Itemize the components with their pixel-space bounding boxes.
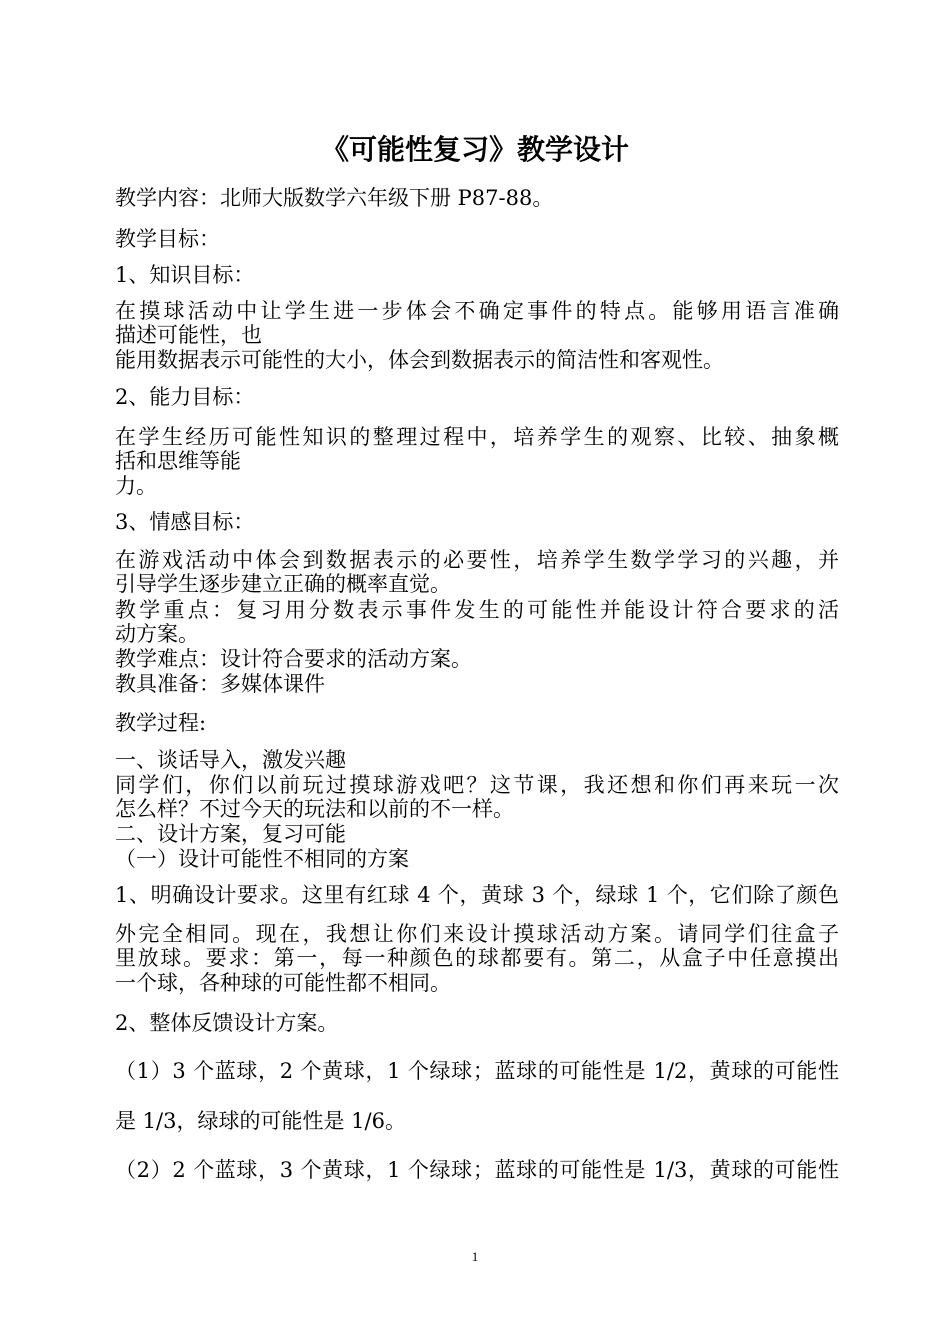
page-number: 1 — [471, 1249, 479, 1264]
materials-line: 教具准备：多媒体课件 — [115, 672, 325, 696]
paragraph-line: 动方案。 — [115, 622, 199, 646]
teaching-content: 教学内容：北师大版数学六年级下册 P87-88。 — [115, 186, 554, 210]
paragraph-line: 能用数据表示可能性的大小，体会到数据表示的简洁性和客观性。 — [115, 348, 724, 372]
paragraph-line: 引导学生逐步建立正确的概率直觉。 — [115, 572, 451, 596]
paragraph-line: 是 1/3，绿球的可能性是 1/6。 — [115, 1109, 406, 1133]
feedback-heading: 2、整体反馈设计方案。 — [115, 1011, 339, 1035]
document-title: 《可能性复习》教学设计 — [320, 133, 629, 166]
paragraph-line: 括和思维等能 — [115, 449, 241, 473]
paragraph-line: 在学生经历可能性知识的整理过程中，培养学生的观察、比较、抽象概 — [115, 425, 839, 449]
ability-goal-heading: 2、能力目标： — [115, 385, 255, 409]
paragraph-line: 怎么样？不过今天的玩法和以前的不一样。 — [115, 797, 514, 821]
paragraph-line: （2）2 个蓝球，3 个黄球，1 个绿球；蓝球的可能性是 1/3，黄球的可能性 — [115, 1158, 839, 1182]
paragraph-line: 描述可能性，也 — [115, 323, 262, 347]
teaching-goals-heading: 教学目标： — [115, 227, 220, 251]
paragraph-line: 1、明确设计要求。这里有红球 4 个，黄球 3 个，绿球 1 个，它们除了颜色 — [115, 883, 839, 907]
knowledge-goal-heading: 1、知识目标： — [115, 263, 255, 287]
paragraph-line: 一个球，各种球的可能性都不相同。 — [115, 971, 451, 995]
section-heading: 一、谈话导入，激发兴趣 — [115, 748, 346, 772]
subsection-heading: （一）设计可能性不相同的方案 — [115, 847, 409, 871]
paragraph-line: 同学们，你们以前玩过摸球游戏吧？这节课，我还想和你们再来玩一次 — [115, 773, 839, 797]
emotion-goal-heading: 3、情感目标： — [115, 510, 255, 534]
paragraph-line: （1）3 个蓝球，2 个黄球，1 个绿球；蓝球的可能性是 1/2，黄球的可能性 — [115, 1059, 839, 1083]
paragraph-line: 在摸球活动中让学生进一步体会不确定事件的特点。能够用语言准确 — [115, 299, 839, 323]
paragraph-line: 外完全相同。现在，我想让你们来设计摸球活动方案。请同学们往盒子 — [115, 922, 839, 946]
paragraph-line: 里放球。要求：第一，每一种颜色的球都要有。第二，从盒子中任意摸出 — [115, 946, 839, 970]
key-points-line: 教学重点：复习用分数表示事件发生的可能性并能设计符合要求的活 — [115, 598, 839, 622]
paragraph-line: 力。 — [115, 474, 157, 498]
paragraph-line: 在游戏活动中体会到数据表示的必要性，培养学生数学学习的兴趣，并 — [115, 548, 839, 572]
difficulty-line: 教学难点：设计符合要求的活动方案。 — [115, 647, 472, 671]
process-heading: 教学过程: — [115, 711, 207, 735]
section-heading: 二、设计方案，复习可能 — [115, 822, 346, 846]
